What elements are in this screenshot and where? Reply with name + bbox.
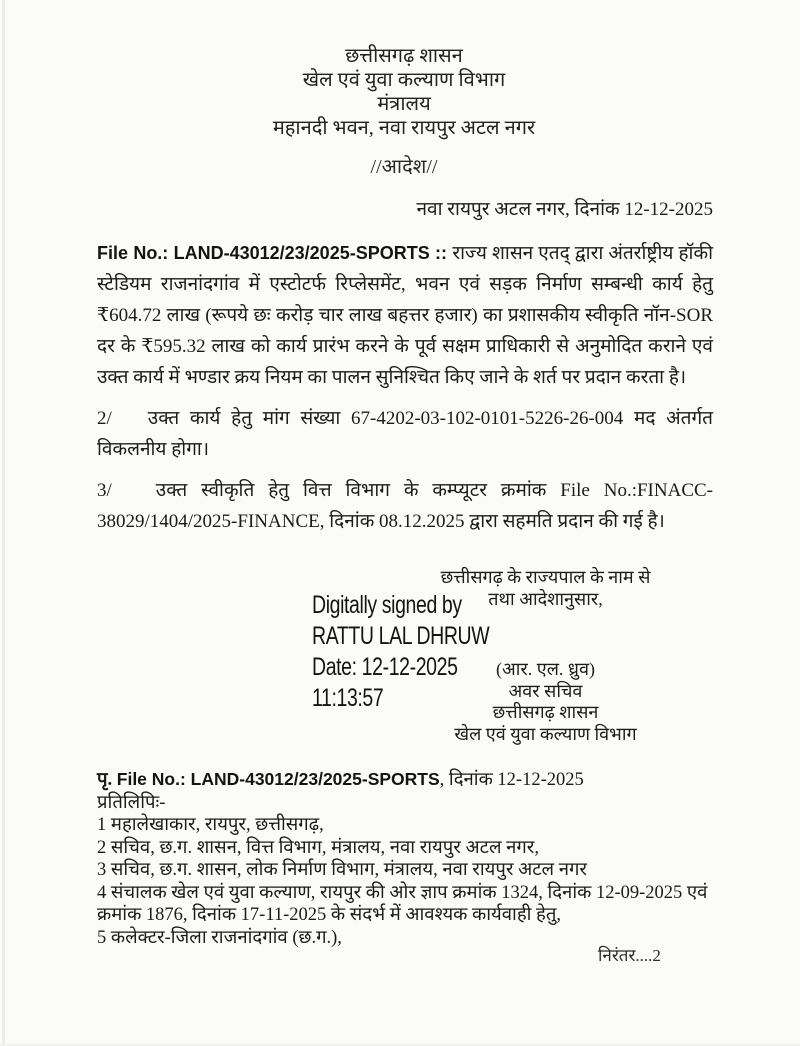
digital-signature-name: RATTU LAL DHRUW — [312, 622, 490, 650]
paragraph-2-number: 2/ — [97, 408, 112, 429]
endorsement-block — [97, 768, 717, 949]
digital-signature-time: 11:13:57 — [312, 684, 384, 712]
copy-to-label: प्रतिलिपिः- — [97, 792, 166, 813]
paragraph-1 — [97, 238, 713, 393]
file-number: File No.: LAND-43012/23/2025-SPORTS — [97, 243, 430, 263]
authority-line-2: तथा आदेशानुसार, — [488, 589, 603, 609]
paragraph-2 — [97, 403, 713, 465]
digital-signature-date: Date: 12-12-2025 — [312, 653, 458, 681]
header-ministry: मंत्रालय — [377, 93, 431, 115]
page-continuation-marker: निरंतर....2 — [598, 946, 661, 965]
paragraph-1-text: राज्य शासन एतद् द्वारा अंतर्राष्ट्रीय हॉकी स्टेडियम राजनांदगांव में एस्टोटर्फ रिप्लेसमेंट, भवन एवं सड़क निर्माण सम्बन्धी कार्य हेतु ₹604.72 लाख (रूपये छः करोड़ चार लाख बहत्तर हजार) का प्रशासकीय स्वीकृति नॉन-SOR दर के ₹595.32 लाख को कार्य प्रारंभ करने के पूर्व सक्षम प्राधिकारी से अनुमोदित कराने एवं उक्त कार्य में भण्डार क्रय नियम का पालन सुनिश्चित किए जाने के शर्त पर प्रदान करता है। — [97, 243, 713, 388]
copy-recipient-3: 3 सचिव, छ.ग. शासन, लोक निर्माण विभाग, मंत्रालय, नवा रायपुर अटल नगर — [97, 860, 587, 880]
signer-org-department: खेल एवं युवा कल्याण विभाग — [454, 723, 637, 744]
copy-recipient-5: 5 कलेक्टर-जिला राजनांदगांव (छ.ग.), — [97, 927, 342, 948]
order-body — [97, 238, 713, 547]
digital-signature-line-1: Digitally signed by — [312, 591, 462, 619]
endorsement-ref-line — [97, 768, 717, 792]
signature-block — [418, 566, 673, 745]
paragraph-3-text: उक्त स्वीकृति हेतु वित्त विभाग के कम्प्यूटर क्रमांक File No.:FINACC-38029/1404/2025-FINANCE, दिनांक 08.12.2025 द्वारा सहमति प्रदान की गई है। — [97, 480, 713, 532]
header-government: छत्तीसगढ़ शासन — [345, 45, 463, 67]
copy-recipient-1: 1 महालेखाकार, रायपुर, छत्तीसगढ़, — [97, 815, 324, 835]
header-department: खेल एवं युवा कल्याण विभाग — [302, 69, 506, 91]
paragraph-2-text: उक्त कार्य हेतु मांग संख्या 67-4202-03-102-0101-5226-26-004 मद अंतर्गत विकलनीय होगा। — [97, 408, 713, 460]
place-date-line: नवा रायपुर अटल नगर, दिनांक 12-12-2025 — [416, 199, 713, 220]
paragraph-3-number: 3/ — [97, 480, 112, 501]
order-title: //आदेश// — [370, 156, 438, 178]
file-number-separator: :: — [429, 243, 453, 263]
signer-title: अवर सचिव — [508, 680, 583, 701]
scan-edge-left — [2, 0, 5, 1046]
copy-recipient-2: 2 सचिव, छ.ग. शासन, वित्त विभाग, मंत्रालय, नवा रायपुर अटल नगर, — [97, 837, 539, 858]
endorsement-file-number: File No.: LAND-43012/23/2025-SPORTS — [116, 769, 440, 789]
header-address: महानदी भवन, नवा रायपुर अटल नगर — [272, 117, 536, 139]
signature-gap — [418, 610, 673, 659]
endorsement-prefix: पृ. — [97, 770, 117, 790]
department-header — [95, 44, 713, 140]
signer-name: (आर. एल. ध्रुव) — [496, 659, 595, 679]
paragraph-3 — [97, 475, 713, 537]
signer-identity — [418, 659, 673, 745]
authority-line-1: छत्तीसगढ़ के राज्यपाल के नाम से — [440, 567, 651, 587]
copy-recipient-4: 4 संचालक खेल एवं युवा कल्याण, रायपुर की ओर ज्ञाप क्रमांक 1324, दिनांक 12-09-2025 एवं क्रमांक 1876, दिनांक 17-11-2025 के संदर्भ में आवश्यक कार्यवाही हेतु, — [97, 882, 708, 925]
endorsement-date: , दिनांक 12-12-2025 — [439, 770, 584, 790]
signer-org-government: छत्तीसगढ़ शासन — [492, 702, 599, 722]
